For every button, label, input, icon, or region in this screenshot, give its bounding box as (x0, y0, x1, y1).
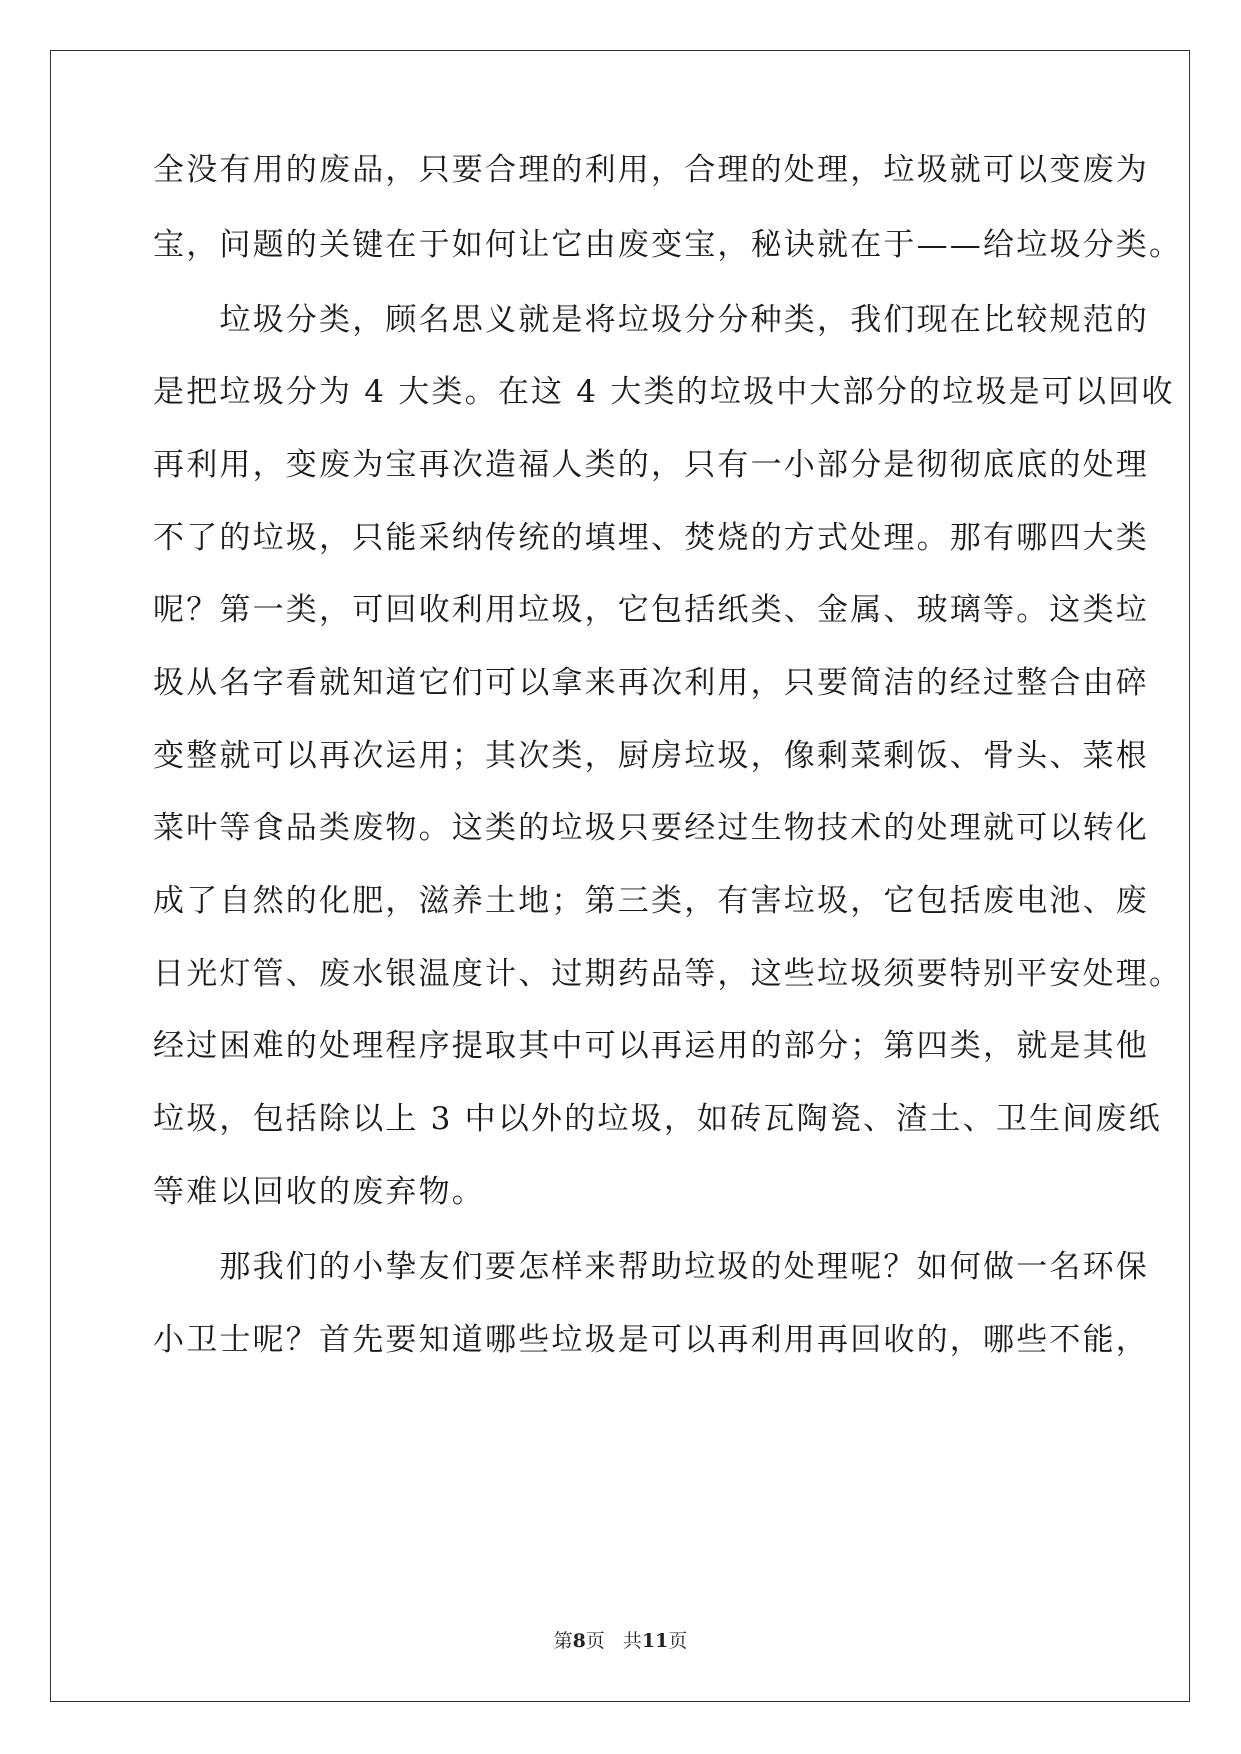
page-border (50, 50, 1190, 1702)
text-line: 是把垃圾分为 4 大类。在这 4 大类的垃圾中大部分的垃圾是可以回收 (153, 374, 1175, 410)
footer-page-number: 8 (572, 1630, 586, 1652)
text-line: 垃圾，包括除以上 3 中以外的垃圾，如砖瓦陶瓷、渣土、卫生间废纸 (153, 1101, 1162, 1137)
text-line: 等难以回收的废弃物。 (153, 1174, 485, 1210)
text-line: 不了的垃圾，只能采纳传统的填埋、焚烧的方式处理。那有哪四大类 (153, 520, 1149, 556)
footer-total-prefix: 共 (622, 1630, 642, 1652)
text-line: 菜叶等食品类废物。这类的垃圾只要经过生物技术的处理就可以转化 (153, 810, 1149, 846)
text-line: 圾从名字看就知道它们可以拿来再次利用，只要简洁的经过整合由碎 (153, 665, 1149, 701)
text-line: 垃圾分类，顾名思义就是将垃圾分分种类，我们现在比较规范的 (153, 302, 1149, 338)
page-footer (0, 1629, 1241, 1653)
footer-page-suffix: 页 (585, 1630, 605, 1652)
text-line: 经过困难的处理程序提取其中可以再运用的部分；第四类，就是其他 (153, 1028, 1149, 1064)
text-line: 变整就可以再次运用；其次类，厨房垃圾，像剩菜剩饭、骨头、菜根 (153, 738, 1149, 774)
footer-total-suffix: 页 (668, 1630, 688, 1652)
text-line: 再利用，变废为宝再次造福人类的，只有一小部分是彻彻底底的处理 (153, 447, 1149, 483)
footer-total-pages: 11 (641, 1630, 669, 1652)
footer-page-prefix: 第 (553, 1630, 573, 1652)
text-line: 小卫士呢？首先要知道哪些垃圾是可以再利用再回收的，哪些不能， (153, 1322, 1149, 1358)
text-line: 日光灯管、废水银温度计、过期药品等，这些垃圾须要特别平安处理。 (153, 956, 1183, 992)
text-line: 全没有用的废品，只要合理的利用，合理的处理，垃圾就可以变废为 (153, 152, 1149, 188)
text-line: 那我们的小挚友们要怎样来帮助垃圾的处理呢？如何做一名环保 (153, 1249, 1149, 1285)
text-line: 呢？第一类，可回收利用垃圾，它包括纸类、金属、玻璃等。这类垃 (153, 592, 1149, 628)
text-line: 成了自然的化肥，滋养土地；第三类，有害垃圾，它包括废电池、废 (153, 883, 1149, 919)
text-line: 宝，问题的关键在于如何让它由废变宝，秘诀就在于——给垃圾分类。 (153, 227, 1183, 263)
